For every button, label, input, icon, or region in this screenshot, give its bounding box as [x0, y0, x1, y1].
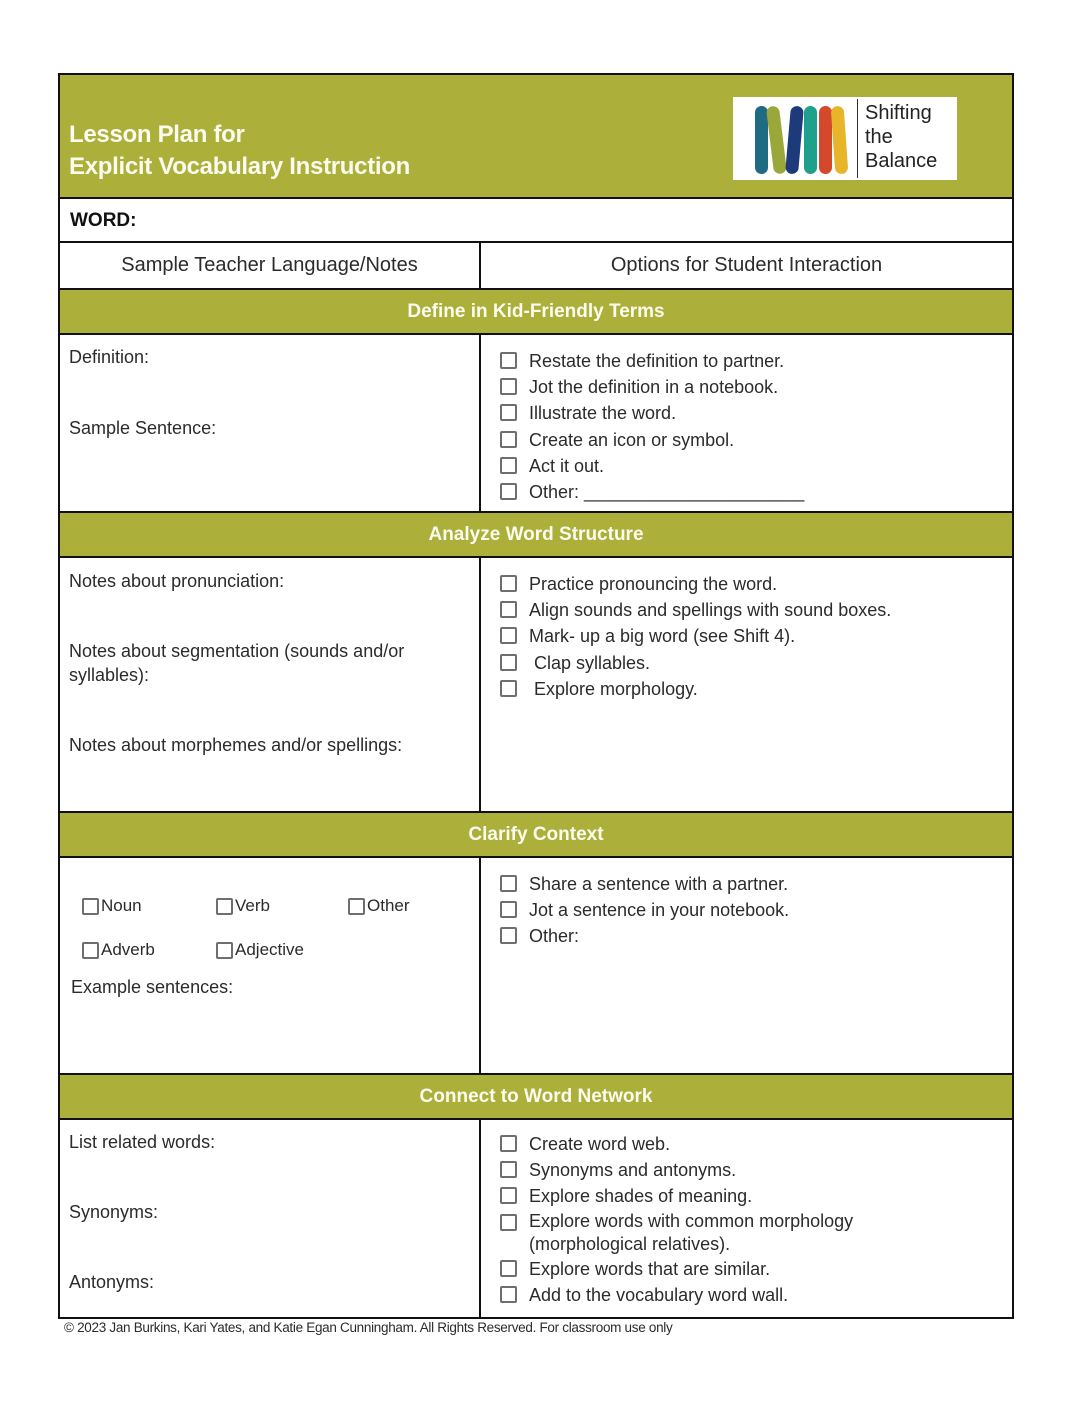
lesson-plan-table — [58, 73, 1014, 1319]
shifting-the-balance-logo — [733, 97, 957, 180]
option-label: Jot a sentence in your notebook. — [529, 900, 790, 921]
checkbox-icon[interactable] — [216, 942, 233, 959]
option-label: Explore shades of meaning. — [529, 1186, 753, 1207]
option-item[interactable] — [500, 676, 891, 702]
pos-label: Adverb — [101, 940, 155, 959]
option-item[interactable] — [500, 1183, 853, 1209]
column-header-student-interaction: Options for Student Interaction — [481, 243, 1012, 290]
option-label: Other: — [529, 926, 580, 947]
logo-divider — [857, 99, 858, 178]
pos-label: Adjective — [235, 940, 304, 959]
clarify-notes-cell[interactable] — [60, 858, 481, 1075]
note-synonyms: Synonyms: — [69, 1202, 159, 1222]
option-item[interactable] — [500, 1256, 853, 1282]
note-antonyms: Antonyms: — [69, 1272, 155, 1292]
option-label: Act it out. — [529, 455, 605, 476]
option-label: Restate the definition to partner. — [529, 351, 785, 371]
checkbox-icon[interactable] — [500, 378, 517, 395]
checkbox-icon[interactable] — [500, 352, 517, 369]
section-band-define: Define in Kid-Friendly Terms — [60, 290, 1012, 335]
option-item[interactable] — [500, 597, 891, 623]
option-label: Add to the vocabulary word wall. — [529, 1284, 789, 1305]
copyright-footer: © 2023 Jan Burkins, Kari Yates, and Katie Egan Cunningham. All Rights Reserved. For classroom use only — [64, 1320, 673, 1335]
option-label: Jot the definition in a notebook. — [529, 377, 779, 398]
logo-line-3: Balance — [865, 150, 938, 172]
option-item[interactable] — [500, 871, 789, 897]
clarify-options-list — [500, 871, 789, 950]
pos-other[interactable] — [348, 896, 410, 916]
option-label: Create word web. — [529, 1134, 671, 1154]
option-item[interactable] — [500, 348, 804, 374]
option-label: Illustrate the word. — [529, 403, 677, 424]
option-item[interactable] — [500, 623, 891, 649]
pos-label: Noun — [101, 896, 142, 915]
checkbox-icon[interactable] — [500, 654, 517, 671]
logo-bar-3 — [785, 106, 804, 175]
checkbox-icon[interactable] — [500, 404, 517, 421]
section-band-connect: Connect to Word Network — [60, 1075, 1012, 1120]
option-label: Practice pronouncing the word. — [529, 574, 778, 594]
option-label: Create an icon or symbol. — [529, 429, 735, 450]
logo-bar-2 — [766, 105, 787, 174]
option-item[interactable] — [500, 650, 891, 676]
logo-bar-6 — [831, 106, 849, 175]
word-label: WORD: — [70, 210, 137, 231]
option-item[interactable] — [500, 1131, 853, 1157]
pos-adverb[interactable] — [82, 940, 155, 960]
checkbox-icon[interactable] — [500, 875, 517, 892]
note-sample-sentence: Sample Sentence: — [69, 418, 217, 438]
option-item[interactable] — [500, 374, 804, 400]
analyze-notes-cell[interactable] — [60, 558, 481, 813]
checkbox-icon[interactable] — [500, 1214, 517, 1231]
option-label: Explore words that are similar. — [529, 1258, 771, 1279]
option-item[interactable] — [500, 400, 804, 426]
word-row[interactable] — [60, 199, 1012, 243]
option-label: Other: ______________________ — [529, 482, 805, 503]
option-item-other[interactable] — [500, 923, 789, 949]
checkbox-icon[interactable] — [500, 680, 517, 697]
define-options-cell — [481, 335, 1012, 513]
checkbox-icon[interactable] — [500, 627, 517, 644]
checkbox-icon[interactable] — [500, 901, 517, 918]
checkbox-icon[interactable] — [500, 575, 517, 592]
checkbox-icon[interactable] — [500, 1260, 517, 1277]
option-label-line-2: (morphological relatives). — [529, 1233, 731, 1254]
note-example-sentences: Example sentences: — [71, 977, 234, 997]
page-title — [69, 119, 410, 183]
option-label — [529, 1210, 853, 1256]
pos-label: Verb — [235, 896, 270, 915]
connect-notes-cell[interactable] — [60, 1120, 481, 1317]
logo-text — [865, 101, 937, 173]
logo-bar-5 — [819, 106, 832, 174]
note-definition: Definition: — [69, 347, 150, 367]
checkbox-icon[interactable] — [82, 898, 99, 915]
checkbox-icon[interactable] — [500, 1135, 517, 1152]
logo-bar-4 — [804, 106, 817, 174]
logo-line-1: Shifting — [865, 102, 932, 124]
option-label: Synonyms and antonyms. — [529, 1160, 737, 1181]
option-item[interactable] — [500, 427, 804, 453]
note-segmentation: Notes about segmentation (sounds and/or — [69, 641, 405, 661]
option-label: Share a sentence with a partner. — [529, 874, 789, 894]
checkbox-icon[interactable] — [500, 457, 517, 474]
checkbox-icon[interactable] — [500, 1161, 517, 1178]
title-line-1: Lesson Plan for — [69, 121, 245, 148]
checkbox-icon[interactable] — [500, 927, 517, 944]
define-options-list — [500, 348, 804, 505]
option-item[interactable] — [500, 571, 891, 597]
pos-label: Other — [367, 896, 410, 915]
option-item-other[interactable] — [500, 479, 804, 505]
checkbox-icon[interactable] — [82, 942, 99, 959]
option-label: Clap syllables. — [534, 652, 651, 673]
define-notes-cell[interactable] — [60, 335, 481, 513]
note-segmentation-cont: syllables): — [69, 665, 150, 685]
option-item[interactable] — [500, 1282, 853, 1308]
section-band-analyze: Analyze Word Structure — [60, 513, 1012, 558]
clarify-options-cell — [481, 858, 1012, 1075]
column-header-teacher-notes: Sample Teacher Language/Notes — [60, 243, 481, 290]
option-item[interactable] — [500, 1157, 853, 1183]
pos-noun[interactable] — [82, 896, 142, 916]
analyze-options-cell — [481, 558, 1012, 813]
note-related-words: List related words: — [69, 1132, 216, 1152]
checkbox-icon[interactable] — [500, 1187, 517, 1204]
checkbox-icon[interactable] — [500, 483, 517, 500]
checkbox-icon[interactable] — [348, 898, 365, 915]
option-label: Align sounds and spellings with sound boxes. — [529, 600, 892, 621]
option-label: Explore morphology. — [534, 678, 698, 699]
header-banner — [60, 75, 1012, 199]
checkbox-icon[interactable] — [500, 431, 517, 448]
option-item[interactable] — [500, 453, 804, 479]
note-morphemes: Notes about morphemes and/or spellings: — [69, 735, 403, 755]
connect-options-cell — [481, 1120, 1012, 1317]
pos-verb[interactable] — [216, 896, 270, 916]
checkbox-icon[interactable] — [216, 898, 233, 915]
connect-options-list — [500, 1131, 853, 1308]
analyze-options-list — [500, 571, 891, 702]
checkbox-icon[interactable] — [500, 601, 517, 618]
option-label: Mark- up a big word (see Shift 4). — [529, 626, 796, 647]
note-pronunciation: Notes about pronunciation: — [69, 571, 285, 591]
pos-adjective[interactable] — [216, 940, 304, 960]
logo-line-2: the — [865, 126, 893, 148]
option-item[interactable] — [500, 897, 789, 923]
checkbox-icon[interactable] — [500, 1286, 517, 1303]
option-label-line-1: Explore words with common morphology — [529, 1210, 854, 1231]
title-line-2: Explicit Vocabulary Instruction — [69, 153, 410, 180]
section-band-clarify: Clarify Context — [60, 813, 1012, 858]
option-item[interactable] — [500, 1210, 853, 1256]
